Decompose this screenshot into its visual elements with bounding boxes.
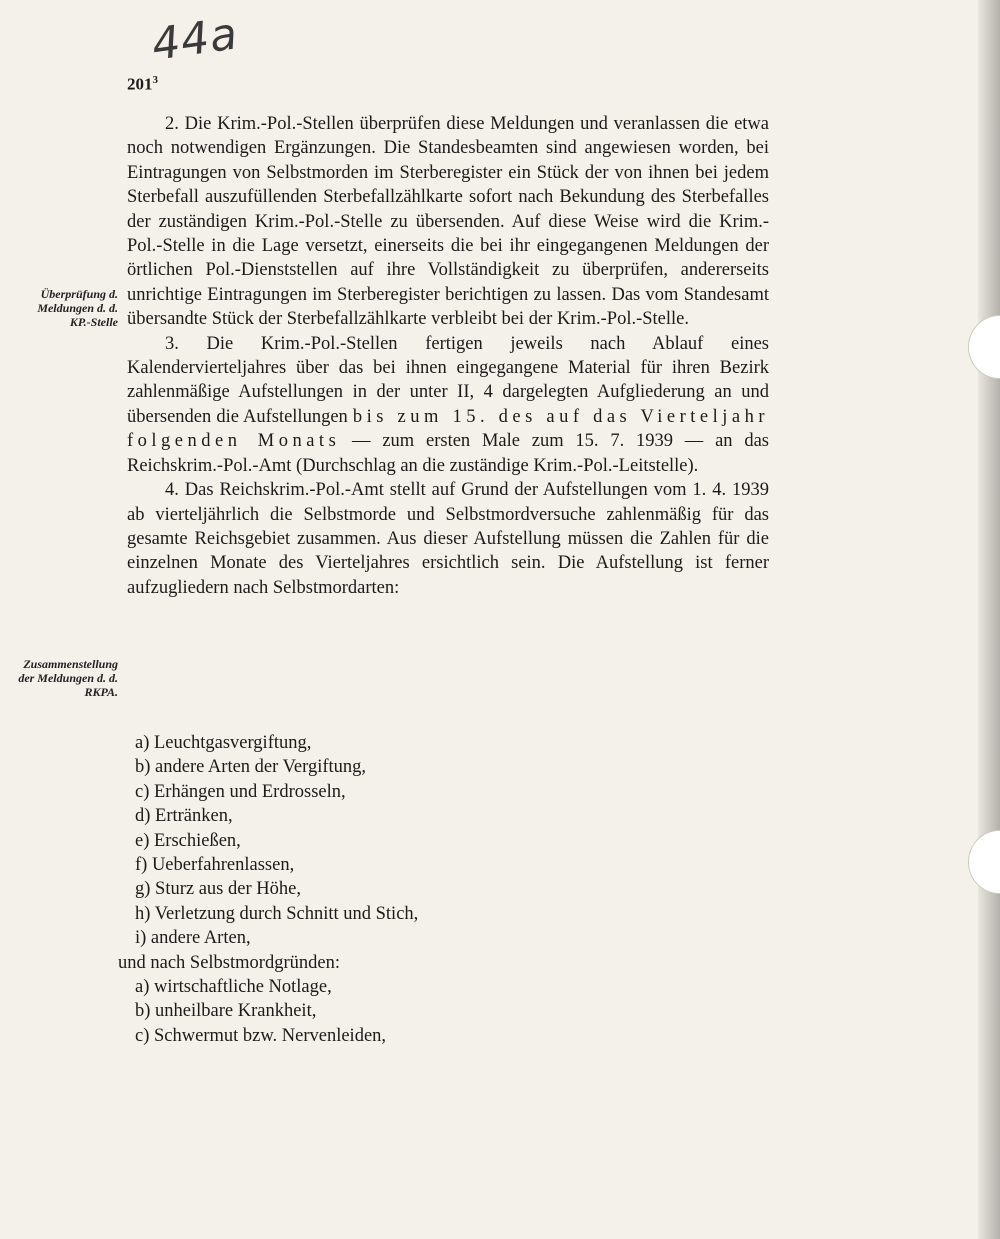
list-item: c) Erhängen und Erdrosseln, <box>135 781 346 802</box>
body-text <box>127 112 769 600</box>
handwritten-mark: 44a <box>148 8 242 71</box>
punch-hole <box>968 315 1000 379</box>
list-item: b) andere Arten der Vergiftung, <box>135 757 367 778</box>
enumeration-list <box>118 731 419 1048</box>
paragraph-3-part-b: — zum ersten Male zum 15. 7. 1939 — an das Reichskrim.-Pol.-Amt (Durchschlag an die zuständige Krim.-Pol.-Leitstelle). <box>127 431 769 476</box>
bleed-through-text <box>690 660 800 684</box>
list-item: i) andere Arten, <box>135 928 251 949</box>
list-subheading: und nach Selbstmordgründen: <box>118 952 340 973</box>
list-item: a) wirtschaftliche Notlage, <box>135 977 332 998</box>
list-item: h) Verletzung durch Schnitt und Stich, <box>135 903 419 924</box>
punch-hole <box>968 830 1000 894</box>
margin-note-zusammenstellung: Zusammenstellung der Meldungen d. d. RKPA. <box>18 657 118 699</box>
page-number <box>127 74 158 95</box>
margin-note-ueberpruefung: Überprüfung d. Meldungen d. d. KP.-Stelle <box>37 287 118 329</box>
page-number-main: 201 <box>127 74 153 94</box>
paragraph-2: 2. Die Krim.-Pol.-Stellen überprüfen diese Meldungen und veranlassen die etwa noch notwendigen Ergänzungen. Die Standesbeamten sind angewiesen worden, bei Eintragungen von Selbstmorden im Sterberegister ein Stück der von ihnen bei jedem Sterbefall auszufüllenden Sterbefallzählkarte sofort nach Bekundung des Sterbefalles der zuständigen Krim.-Pol.-Stelle zu übersenden. Auf diese Weise wird die Krim.-Pol.-Stelle in die Lage versetzt, einerseits die bei ihr eingegangenen Meldungen der örtlichen Pol.-Dienststellen auf ihre Vollständigkeit zu überprüfen, andererseits unrichtige Eintragungen im Sterberegister berichtigen zu lassen. Das vom Standesamt übersandte Stück der Sterbefallzählkarte verbleibt bei der Krim.-Pol.-Stelle. <box>127 114 769 330</box>
list-item: g) Sturz aus der Höhe, <box>135 879 301 900</box>
paragraph-4: 4. Das Reichskrim.-Pol.-Amt stellt auf Grund der Aufstellungen vom 1. 4. 1939 ab vierteljährlich die Selbstmorde und Selbstmordversuche zahlenmäßig für das gesamte Reichsgebiet zusammen. Aus dieser Aufstellung müssen die Zahlen für die einzelnen Monate des Vierteljahres ersichtlich sein. Die Aufstellung ist ferner aufzugliedern nach Selbstmordarten: <box>127 480 769 598</box>
paragraph-3 <box>127 332 769 478</box>
paragraph-3-spaced: bis zum 15. des auf das Vierteljahr folgenden Monats <box>127 406 769 452</box>
list-item: e) Erschießen, <box>135 830 241 851</box>
page-number-sup: 3 <box>152 74 158 86</box>
list-item: c) Schwermut bzw. Nervenleiden, <box>135 1025 387 1046</box>
list-item: a) Leuchtgasvergiftung, <box>135 733 312 753</box>
list-item: d) Ertränken, <box>135 806 233 827</box>
list-item: f) Ueberfahrenlassen, <box>135 855 295 876</box>
scan-edge <box>978 0 1000 1239</box>
paragraph-3-part-a: 3. Die Krim.-Pol.-Stellen fertigen jeweils nach Ablauf eines Kalendervierteljahres über das bei ihnen eingegangene Material für ihren Bezirk zahlenmäßige Aufstellungen in der unter II, 4 dargelegten Aufgliederung an und übersenden die Aufstellungen <box>127 333 769 427</box>
list-item: b) unheilbare Krankheit, <box>135 1001 317 1022</box>
bleed-through-text <box>650 1075 770 1099</box>
